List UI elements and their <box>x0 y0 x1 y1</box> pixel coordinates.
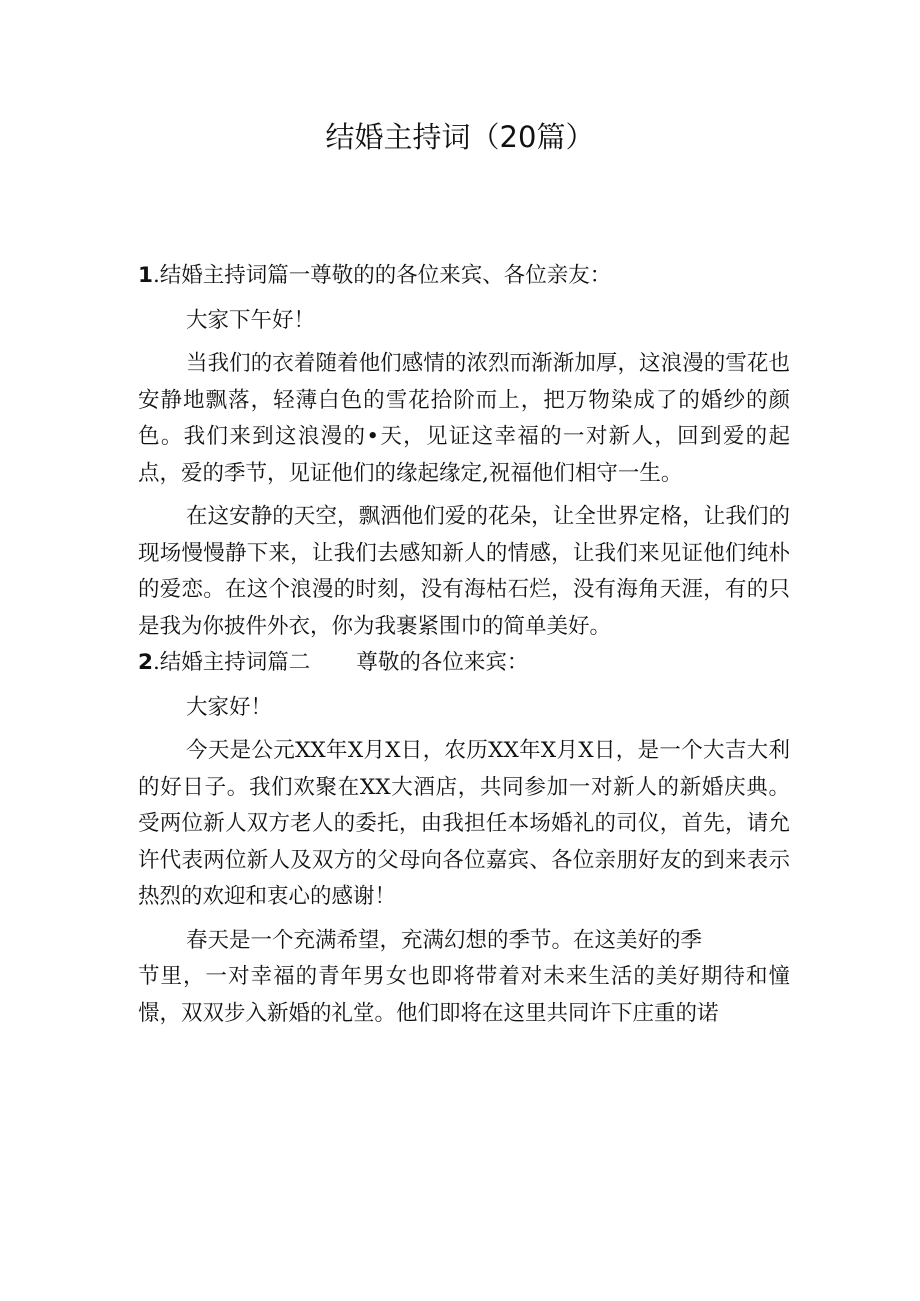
section-1-heading <box>138 258 790 295</box>
section-1-number: 1 <box>138 263 153 288</box>
section-2-paragraph-2-continued: 节里，一对幸福的青年男女也即将带着对未来生活的美好期待和憧憬，双双步入新婚的礼堂。他们即将在这里共同许下庄重的诺 <box>138 964 790 1026</box>
document-body <box>138 258 790 1032</box>
section-1-paragraph-2: 在这安静的天空，飘洒他们爱的花朵，让全世界定格，让我们的现场慢慢静下来，让我们去感知新人的情感，让我们来见证他们纯朴的爱恋。在这个浪漫的时刻，没有海枯石烂，没有海角天涯，有的只是我为你披件外衣，你为我裹紧围巾的简单美好。 <box>138 504 790 639</box>
section-1-heading-text: .结婚主持词篇一尊敬的的各位来宾、各位亲友： <box>152 263 612 288</box>
section-2-paragraph-1: 今天是公元XX年X月X日，农历XX年X月X日，是一个大吉大利的好日子。我们欢聚在XX大酒店，共同参加一对新人的新婚庆典。受两位新人双方老人的委托，由我担任本场婚礼的司仪，首先，请允许代表两位新人及双方的父母向各位嘉宾、各位亲朋好友的到来表示热烈的欢迎和衷心的感谢！ <box>138 738 790 909</box>
section-1-greeting: 大家下午好！ <box>186 307 316 333</box>
section-2-heading-text: .结婚主持词篇二 <box>152 650 311 675</box>
document-title: 结婚主持词（20篇） <box>325 120 595 154</box>
section-2-number: 2 <box>138 650 153 675</box>
section-1-paragraph-1: 当我们的衣着随着他们感情的浓烈而渐渐加厚，这浪漫的雪花也安静地飘落，轻薄白色的雪花拾阶而上，把万物染成了的婚纱的颜色。我们来到这浪漫的•天，见证这幸福的一对新人，回到爱的起点，爱的季节，见证他们的缘起缘定,祝福他们相守一生。 <box>138 351 790 486</box>
section-2-paragraph-2-line-1: 春天是一个充满希望，充满幻想的季节。在这美好的季 <box>186 927 703 953</box>
section-2-heading-tail: 尊敬的各位来宾： <box>356 650 529 675</box>
section-2-greeting: 大家好！ <box>186 694 273 720</box>
section-2-heading <box>138 645 790 682</box>
